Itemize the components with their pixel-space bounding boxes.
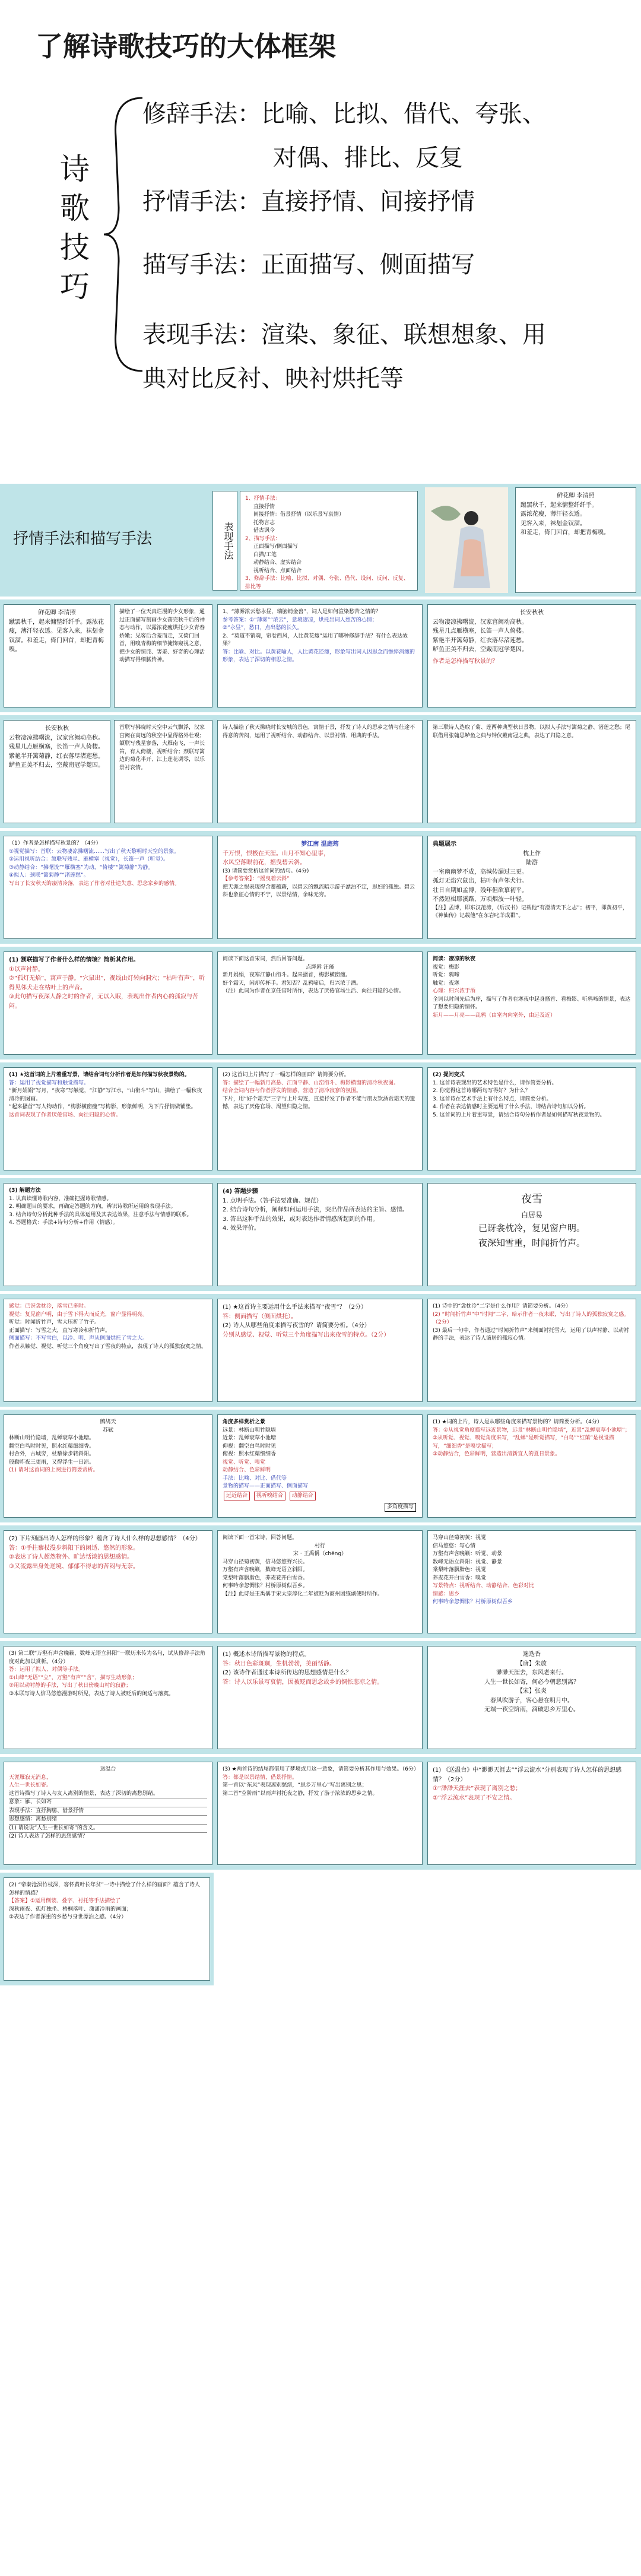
outline-item: 直接抒情: [253, 503, 275, 510]
question: (3) 请简要赏析这首词的结句。(4分): [223, 868, 309, 874]
diagram-summary: 全词以时间先后为序，描写了作者在寒夜中起身搔首、看梅影、听鸦啼的情景，表达了想要归隐的情怀。: [433, 996, 631, 1010]
side-char: 技: [60, 230, 90, 265]
table-row: 表现手法：直抒胸臆、借景抒情: [9, 1807, 207, 1816]
diagram-title: 阅读：凄凉的秋夜: [433, 956, 476, 962]
answer: ②运用视听结合：颔联写残星、雁横塞（视觉），长笛一声（听觉）。: [9, 856, 169, 862]
poem-line: 露浓花瘦，薄汗轻衣透。: [521, 511, 586, 518]
diagram-flow: 新月——月亮——乱鸦（由室内向室外，由远及近）: [433, 1012, 556, 1019]
steps-box: [217, 1183, 423, 1286]
outline-item: 间接抒情：借景抒情（以乐景写哀情）: [253, 512, 345, 518]
poem-author: 苏轼: [102, 1427, 113, 1433]
outline-item: 动静结合、虚实结合: [253, 560, 302, 566]
outline-item: 2、描写手法：: [245, 535, 281, 542]
section-head: 典题展示: [433, 841, 456, 848]
diagram-item: 万壑有声含晚籁：听觉、动景: [433, 1551, 503, 1557]
poem-line: 马穿山径菊初黄，信马悠悠野兴长。: [223, 1559, 309, 1565]
poem-box: [217, 836, 423, 939]
method-item: 1. 认真读懂诗歌内容，准确把握诗歌情感。: [9, 1195, 112, 1202]
question: (1) 诗中的“衾枕冷”二字是什么作用？请简要分析。（4分）: [433, 1303, 572, 1309]
question: 1、“薄雾浓云愁永昼，瑞脑销金兽”，词人是如何渲染愁苦之情的？: [223, 609, 382, 615]
outline-item: 托物言志: [253, 519, 275, 526]
commentary-box-2: [217, 720, 423, 823]
section-head: (2) 提问变式: [433, 1072, 465, 1078]
step-item: 2. 结合诗句分析，阐释如何运用手法，突出作品所表达的主旨、感情。: [223, 1207, 408, 1213]
diagram-item: 视觉、听觉、嗅觉: [223, 1459, 266, 1465]
answer: ②用以动衬静的手法，写出了秋日傍晚山村的寂静；: [9, 1683, 132, 1689]
tag: 远近结合: [224, 1492, 250, 1501]
outline-item: 1、抒情手法：: [245, 496, 281, 502]
side-char: 巧: [60, 269, 90, 304]
question: （1）作者是怎样描写秋景的？（4分）: [9, 840, 101, 846]
poem-title: 点绛唇 汪藻: [306, 964, 334, 970]
answer: ①以声衬静。: [9, 966, 44, 973]
diagram-item: 仰视：翻空白鸟时时见: [223, 1443, 277, 1449]
tag: 多角度描写: [385, 1503, 416, 1512]
answer: 答：比喻、对比。以黄花喻人，人比黄花还瘦，形象写出词人因思念而憔悴消瘦的形象，表达了深切的相思之情。: [223, 649, 415, 663]
poem-line: 天涯雁寂无消息，: [9, 1774, 52, 1781]
variant-item: 5. 这首词的上片着重写景，请结合诗句分析作者是如何描写秋夜景物的。: [433, 1112, 605, 1118]
diagram-item: 视觉：梅影: [433, 964, 460, 970]
question: (2) 诗人从哪些角度来描写夜雪的？请简要分析。（4分）: [223, 1322, 370, 1329]
poem-note: 【注】此诗是王禹偁于宋太宗淳化二年被贬为商州团练副使时所作。: [223, 1591, 383, 1597]
answer: 答：①手拄藜杖漫步斜阳下的闲适、悠然的形象。: [9, 1544, 139, 1552]
poem-line: 殷勤昨夜三更雨，又得浮生一日凉。: [9, 1459, 95, 1465]
poem-box: [217, 1530, 423, 1633]
slide-night-snow: [0, 1294, 641, 1407]
answer: 答：运用了拟人、对偶等手法。: [9, 1667, 84, 1673]
poem-line: 人生一世长如寄。: [9, 1782, 52, 1788]
analysis-line: 视觉：复见窗户明，由于雪下得大而反光，窗户显得明亮。: [9, 1311, 148, 1318]
answer: 答：描绘了一幅新月高悬、江面平静、山峦衔斗、梅影横窗的清冷秋夜图。: [223, 1080, 399, 1086]
question: (3) 第二联“万壑有声含晚籁，数峰无语立斜阳”一联历来传为名句，试从修辞手法角度对此加以赏析。（4分）: [9, 1651, 205, 1665]
method-item: 3. 结合诗句分析此种手法的具体运用及其表达效果，注意手法与情感的联系。: [9, 1211, 192, 1218]
answer: 把天涯之恨表现得含蓄蕴藉，以碧云的飘流暗示游子漂泊不定，思妇的孤独。碧云斜也象征心情的不宁，以景结情，余味无穷。: [223, 884, 415, 898]
question: (2) 这首词上片描写了一幅怎样的画面？请简要分析。: [223, 1072, 350, 1078]
poem-line: 和羞走，倚门回首，却把青梅嗅。: [521, 529, 610, 536]
diagram-title: 角度多样赏析之景: [223, 1419, 266, 1425]
poem-box: [4, 604, 110, 708]
question: (1) 颔联描写了作者什么样的情境？简析其作用。: [9, 957, 139, 963]
step-item: 1. 点明手法。（答手法要准确、规范）: [223, 1197, 322, 1204]
poem-title: 送温台: [100, 1766, 116, 1772]
framework-line: 描写手法：正面描写、侧面描写: [142, 251, 475, 278]
outline-label-box: [212, 491, 237, 591]
answer: 答：诗人以乐景写哀情，因被贬而思念故乡的惆怅悲凉之情。: [223, 1679, 383, 1686]
answer-summary: 写出了长安秋天的凄清冷落，表达了作者对仕途失意、思念家乡的感情。: [9, 880, 180, 887]
poem-title: 鲜花卿 李清照: [38, 610, 76, 616]
slide-title: 抒情手法和描写手法: [13, 530, 153, 548]
poem-title: 村行: [314, 1543, 325, 1549]
poem-title: 梦江南 温庭筠: [301, 841, 339, 848]
diagram-box: [427, 1530, 636, 1633]
poem-line: 万壑有声含晚籁，数峰无语立斜阳。: [223, 1567, 309, 1573]
answer: ②“永昼”，愁日，点出愁的长久。: [223, 625, 303, 631]
variant-item: 1. 这首诗表现出的艺术特色是什么，请作简要分析。: [433, 1080, 557, 1086]
lady-painting-image: [425, 487, 508, 593]
outline-box: [240, 491, 418, 591]
poem-author: 【唐】朱放: [517, 1660, 547, 1667]
poem-line: 蹴罢秋千，起来慵整纤纤手。: [521, 502, 598, 509]
poem-line: 残星几点雁横塞，长笛一声人倚楼。: [433, 628, 528, 635]
answer-box: [4, 1877, 210, 1981]
slide-lyric-description: [0, 484, 641, 597]
tag: 动静结合: [290, 1492, 316, 1501]
poem-line: 夜深知雪重，时闻折竹声。: [478, 1238, 585, 1249]
poem-line: 春风吹游子，客心悬在明月中。: [490, 1697, 573, 1704]
method-item: 2. 明确题目的要求，再确定答题的方向，辨识诗歌所运用的表现手法。: [9, 1204, 176, 1210]
answer: ①山峰“无语”“立”，万壑“有声”“含”，描写生动形象；: [9, 1674, 138, 1681]
poem-note: 【注】孟博，即东汉范滂，《后汉书》记载他“有澄清天下之志”；初平，即黄初平，《神仙传》记载他“在东岩叱羊成群”。: [433, 905, 628, 919]
poem-box: [4, 720, 110, 823]
answer: ②表达了诗人超然物外、旷达恬淡的思想感情。: [9, 1554, 133, 1560]
answer-box: [4, 1530, 212, 1633]
answer: 第二首“空阶雨”以雨声衬托夜之静，抒发了游子浓浓的思乡之情。: [223, 1790, 378, 1797]
poem-box: [217, 951, 423, 1055]
variant-item: 2. 你觉得这首诗哪两句写得好？为什么？: [433, 1088, 531, 1094]
diagram-item: 数峰无语立斜阳：视觉、静景: [433, 1559, 503, 1565]
poem-line: 鲈鱼正美不归去，空戴南冠学楚囚。: [433, 646, 528, 653]
poem-line: 林断山明竹隐墙，乱蝉衰草小池塘。: [9, 1435, 95, 1441]
poem-line: 何事吟余忽惆怅？村桥原树似吾乡。: [223, 1583, 309, 1589]
slide-analysis-1: [0, 599, 641, 712]
answer: 答：①从视觉角度描写远近景物，远景“林断山明竹隐墙”，近景“乱蝉衰草小池塘”；: [433, 1427, 630, 1433]
framework-line: 修辞手法：比喻、比拟、借代、夸张、: [142, 100, 546, 128]
framework-line: 典对比反衬、映衬烘托等: [142, 365, 404, 392]
answer: ①“渺渺天涯去”表现了离别之愁；: [433, 1785, 522, 1792]
question: (1) ★这首词的上片着重写景，请结合词句分析作者是如何描写秋夜景物的。: [9, 1072, 190, 1078]
section-head: (4) 答题步骤: [223, 1188, 258, 1195]
poem-line: 好个霜天，闲却传杯手。君知否？乱鸦啼后，归兴浓于酒。: [223, 980, 362, 986]
answer-box: [4, 1646, 212, 1749]
diagram-item: 心理：归兴浓于酒: [433, 988, 476, 994]
poem-line: 翻空白鸟时时见，照水红蕖细细香。: [9, 1443, 95, 1449]
poem-title: 夜雪: [521, 1193, 542, 1205]
poem-box: [427, 1646, 636, 1749]
answer: 答：侧面描写（侧面烘托）。: [223, 1313, 297, 1320]
answer-box: [4, 951, 212, 1055]
answer: ②“浮云流水”表现了不安之情。: [433, 1794, 516, 1801]
slide-examples: [0, 831, 641, 944]
poem-title: 迷迭香: [523, 1651, 541, 1658]
slide-framework: [0, 0, 641, 481]
question: (1) 请对这首词的上阕进行简要赏析。: [9, 1467, 99, 1473]
method-item: 4. 答题格式：手法+诗句分析+作用（情感）。: [9, 1220, 119, 1226]
answer: 答：运用了视觉描写和触觉描写。: [9, 1080, 90, 1086]
answer: (2) “时闻折竹声”中“时闻”二字，暗示作者一夜未眠，写出了诗人的孤独寂寞之感。（2分）: [433, 1311, 630, 1325]
poem-title: 长安秋秋: [45, 725, 69, 732]
poem-line: 村舍外，古城旁，杖藜徐步转斜阳。: [9, 1451, 95, 1457]
framework-line: 对偶、排比、反复: [273, 144, 463, 172]
instruction: 阅读下面一首宋诗，回答问题。: [223, 1535, 298, 1541]
slide-analysis-4: [0, 1062, 641, 1175]
slide-zhegutian: [0, 1410, 641, 1522]
outline-item: 白描/工笔: [253, 551, 277, 558]
question: (1) ★词的上片，诗人是从哪些角度来描写景物的？请简要分析。（4分）: [433, 1419, 602, 1425]
answer: 第一首以“东风”表现离别愁绪，“思乡万里心”写出离别之思；: [223, 1782, 367, 1788]
answer-box: [4, 836, 212, 939]
poem-question: 作者是怎样描写秋景的？: [433, 658, 498, 665]
poem-line: 棠梨叶落胭脂色，荞麦花开白雪香。: [223, 1575, 309, 1581]
framework-line: 表现手法：渲染、象征、联想想象、用: [142, 321, 546, 348]
framework-line: 抒情手法：直接抒情、间接抒情: [142, 188, 475, 215]
diagram-item: 何事吟余忽惆怅？村桥原树似吾乡: [433, 1599, 513, 1605]
variant-item: 4. 作者在表达情感时主要运用了什么手法，请结合诗句加以分析。: [433, 1104, 589, 1110]
question: (1) 概述本诗所描写景物的特点。: [223, 1651, 310, 1658]
diagram-box: [217, 1414, 423, 1518]
answer: “新月娟娟”写月，“夜寒”写触觉，“江静”写江水，“山衔斗”写山，描绘了一幅秋夜清冷的图画。: [9, 1088, 202, 1102]
poem-note: （注）此词为作者在京任官时所作，表达了厌倦官场生活、向往归隐的心情。: [223, 988, 405, 994]
question: (1) 《送温台》中“渺渺天涯去”“浮云流水”分别表现了诗人怎样的思想感情？（2分）: [433, 1767, 622, 1783]
poem-line: 人生一世长如寄，何必今朝悲别离？: [484, 1679, 579, 1686]
question-box: [217, 604, 423, 708]
answer: ②从听觉、视觉、嗅觉角度来写，“乱蝉”是听觉描写，“白鸟”“红蕖”是视觉描写，“细细香”是嗅觉描写；: [433, 1435, 615, 1449]
slide-final: [0, 1873, 214, 1985]
poem-line: 渺渺天涯去，东风老来行。: [496, 1670, 567, 1676]
answer: 下片，用“好个霜天”三字与上片勾连，直接抒发了作者不能与朋友饮酒赏霜天的遗憾，表达了厌倦官场、渴望归隐之情。: [223, 1096, 415, 1110]
answer-box-mid: [217, 1067, 423, 1170]
analysis-line: 作者从触觉、视觉、听觉三个角度写出了雪夜的特点，表现了诗人的孤独寂寞之情。: [9, 1343, 207, 1350]
diagram-item: 荞麦花开白雪香：嗅觉: [433, 1575, 487, 1581]
summary: 这首诗描写了诗人与友人离别的情景，表达了深切的离愁别绪。: [9, 1790, 159, 1797]
poem-author: 宋 · 王禹偁（chēng）: [293, 1551, 347, 1557]
poem-line: 紫艳半开篱菊静，红衣落尽渚莲愁。: [433, 637, 528, 644]
instruction: 阅读下面这首宋词，然后回答问题。: [223, 956, 309, 962]
question: (3) ★两首诗的结尾都借用了梦境或月这一意象，请简要分析其作用与效果。（6分）: [223, 1766, 419, 1772]
variant-item: 3. 这首诗在艺术手法上有什么特点，请简要分析。: [433, 1096, 552, 1102]
poem-title: 长安秋秋: [520, 610, 544, 616]
diagram-item: 听觉：鸦啼: [433, 972, 460, 978]
table-row: (1) 请说说“人生一世长如寄”的含义。: [9, 1824, 207, 1833]
side-char: 诗: [60, 152, 90, 186]
answer: ④拟人：颈联“篱菊静”“渚莲愁”。: [9, 873, 89, 878]
poem-author: 【宋】张炎: [517, 1688, 547, 1695]
diagram-item: 触觉：夜寒: [433, 980, 460, 986]
slide-title: 了解诗歌技巧的大体框架: [36, 30, 336, 62]
diagram-item: 棠梨叶落胭脂色：视觉: [433, 1567, 487, 1573]
answer: ②表达了作者深重的乡愁与身世漂泊之感。（4分）: [9, 1914, 127, 1920]
question-box-right: [427, 1299, 636, 1402]
answer: ③本联写诗人信马悠悠漫游时所见，表达了诗人被贬后的闲适与落寞。: [9, 1690, 174, 1697]
diagram-item: 动静结合、色彩鲜明: [223, 1467, 271, 1473]
diagram-item: 景物的描写——正面描写、侧面描写: [223, 1483, 309, 1489]
diagram-item: 马穿山径菊初黄：视觉: [433, 1535, 487, 1541]
slide-analysis-2: [0, 715, 641, 828]
answer: ③动静结合：“拂曙流”“雁横塞”为动，“倚楼”“篱菊静”为静。: [9, 864, 154, 871]
question: (2) “帝秦沧溟竹枝深，客怀黄叶长年贫”一诗中描绘了什么样的画面？蕴含了诗人怎样的情感？: [9, 1882, 200, 1896]
poem-text: 云物凄凉拂曙流，汉家宫阙动高秋。残星几点雁横塞，长笛一声人倚楼。紫艳半开篱菊静，红衣落尽渚莲愁。鲈鱼正美不归去，空戴南冠学楚囚。: [9, 734, 104, 769]
answer-box: [4, 1067, 212, 1170]
diagram-item: 俯视：照水红蕖细细香: [223, 1451, 277, 1457]
question-box: [217, 1646, 423, 1749]
question: (2) 该诗作者通过本诗所传达的思想感情是什么？: [223, 1670, 352, 1676]
commentary-text: 诗人描绘了秋天拂晓时长安城的景色，寓情于景，抒发了诗人的思乡之情与仕途不得意的苦闷，运用了视听结合、动静结合、以景衬情、用典的手法。: [223, 725, 415, 739]
answer: ②“孤灯无焰”，寓声于静。“穴鼠出”，视线由灯转向洞穴；“枯叶有声”，听得见邻犬走在枯叶上的声音。: [9, 975, 205, 991]
poem-box-right: [427, 836, 636, 939]
poem-line: 壮日自期如孟博，残年但欲慕初平。: [433, 887, 528, 894]
answer: 【答案】①运用倒装、叠字、衬托等手法描绘了: [9, 1898, 121, 1904]
poem-title: 枕上作: [523, 850, 541, 857]
poem-text: 蹴罢秋千，起来慵整纤纤手。露浓花瘦，薄汗轻衣透。见客入来，袜刬金钗溜。和羞走，倚门回首，却把青梅嗅。: [9, 618, 104, 653]
slide-village-walk: [0, 1525, 641, 1638]
table-row: 思想感情：离愁别绪: [9, 1815, 207, 1824]
outline-item: 借古讽今: [253, 528, 275, 534]
slide-couplet-analysis: [0, 1641, 641, 1754]
answer-head: 【参考答案】：“摇曳碧云斜”: [223, 876, 290, 882]
table-row: 意象：雁、长如寄: [9, 1798, 207, 1807]
step-item: 3. 答出这种手法的效果，或对表达作者情感所起到的作用。: [223, 1216, 379, 1223]
curly-brace: [101, 95, 148, 374]
slide-method: [0, 1178, 641, 1291]
answer: 深秋雨夜、孤灯独坐、梧桐落叶、潇潇冷雨的画面；: [9, 1906, 132, 1912]
poem-line: 一室幽幽梦不成，高城传漏过三更。: [433, 868, 528, 875]
poem-line: 云物凄凉拂曙流，汉家宫阙动高秋。: [433, 618, 528, 626]
answer: 参考答案：①“薄雾”“浓云”，意境凄凉，烘托出词人愁苦的心情；: [223, 617, 377, 623]
poem-box: [515, 487, 636, 593]
answer: ③此句描写夜深人静之时的作者，无以入眠，表现出作者内心的孤寂与苦闷。: [9, 994, 198, 1010]
answer: ①视觉描写：首联：云物凄凉拂曙流……写出了秋天黎明时天空的景象。: [9, 848, 180, 855]
poem-line: 无端一夜空阶雨，滴破思乡万里心。: [484, 1706, 579, 1713]
commentary-box: [114, 604, 212, 708]
answer: 答：秋日色彩斑斓，生机勃勃，美丽恬静。: [223, 1660, 335, 1667]
answer: (3) 最后一句中，作者通过“时闻折竹声”来侧面衬托雪大，运用了以声衬静、以动衬静的手法，表达了诗人谪居的孤寂心情。: [433, 1327, 629, 1341]
answer: 结合全词内容与作者抒发的情感，营造了清冷寂寥的氛围。: [223, 1088, 362, 1094]
outline-item: 3、修辞手法：比喻、比拟、对偶、夸张、借代、设问、反问、反复、排比等: [245, 576, 409, 590]
slide-farewell: [0, 1757, 641, 1870]
slide-analysis-3: [0, 947, 641, 1059]
commentary-box: [114, 720, 212, 823]
side-char: 歌: [60, 191, 90, 226]
commentary-text: 首联写拂晓时天空中云气飘浮，汉家宫阙在高远的秋空中显得格外壮观；颔联写残星寥落，大雁南飞，一声长笛，有人倚楼，视听结合；颈联写篱边的菊花半开、江上莲花凋零，以乐景衬哀情。: [119, 725, 205, 771]
step-item: 4. 效果评价。: [223, 1225, 260, 1232]
question: 2、“莫道不销魂，帘卷西风，人比黄花瘦”运用了哪种修辞手法？有什么表达效果？: [223, 633, 408, 647]
poem-box: [4, 1414, 212, 1518]
diagram-box: [427, 951, 636, 1055]
answer: 分别从感觉、视觉、听觉三个角度描写出来夜雪的特点。（2分）: [223, 1331, 390, 1338]
answer: 这首词表现了作者厌倦官场、向往归隐的心情。: [9, 1112, 122, 1118]
answer: 答：都是以景结情，借景抒情。: [223, 1774, 298, 1781]
poem-title: 鲜花卿 李清照: [557, 493, 595, 499]
commentary-box-3: [427, 720, 636, 823]
analysis-line: 感觉：已讶衾枕冷，落雪已多时。: [9, 1303, 90, 1309]
poem-author: 陆游: [526, 859, 538, 866]
tag: 视听嗅结合: [254, 1492, 285, 1501]
poem-line: 见客入来，袜刬金钗溜。: [521, 520, 586, 527]
poem-box-right: [427, 604, 636, 708]
table-box: [4, 1762, 212, 1865]
diagram-item: 近景：乱蝉衰草小池塘: [223, 1435, 277, 1441]
question-box: [217, 1299, 423, 1402]
answer-box-right: [427, 1762, 636, 1865]
poem-box: [427, 1183, 636, 1286]
diagram-item: 信马悠悠：写心情: [433, 1543, 476, 1549]
question: (2) 下片刻画出诗人怎样的形象？蕴含了诗人什么样的思想感情？（4分）: [9, 1536, 201, 1542]
outline-item: 正面描写/侧面描写: [253, 544, 299, 550]
poem-line: 已讶衾枕冷，复见窗户明。: [478, 1222, 585, 1233]
analysis-line: 听觉：时闻折竹声，雪大压折了竹子。: [9, 1319, 100, 1325]
poem-line: 新月娟娟，夜寒江静山衔斗。起来搔首，梅影横窗瘦。: [223, 972, 351, 978]
answer: “起来搔首”写人物动作，“梅影横窗瘦”写梅影，形象鲜明，为下片抒情做铺垫。: [9, 1104, 196, 1110]
section-head: (3) 解题方法: [9, 1188, 41, 1194]
analysis-line: 正面描写：写雪之大，直写寒冷和折竹声。: [9, 1327, 111, 1334]
table-row: (2) 诗人表达了怎样的思想感情？: [9, 1832, 207, 1841]
diagram-item: 远景：林断山明竹隐墙: [223, 1427, 277, 1433]
commentary-text: 第三联诗人选取了菊、莲两种典型秋日景物，以拟人手法写篱菊之静、渚莲之愁；尾联借用张翰思鲈鱼之典与钟仪戴南冠之典，表达了归隐之意。: [433, 725, 631, 739]
diagram-item: 手法：比喻、对比、借代等: [223, 1475, 287, 1481]
poem-line: 水风空落眼前花，摇曳碧云斜。: [223, 859, 306, 866]
outline-item: 视听结合、点面结合: [253, 567, 302, 574]
method-box: [4, 1183, 212, 1286]
answer-box: [217, 1762, 423, 1865]
analysis-box: [4, 1299, 212, 1402]
side-label: [57, 150, 93, 306]
diagram-item: 情感：思乡: [433, 1591, 460, 1597]
poem-line: 孤灯无焰穴鼠出，枯叶有声邻犬行。: [433, 878, 528, 884]
commentary-text: 描绘了一位天真烂漫的少女形象，通过正面描写刻画少女荡完秋千后的神态与动作，以露浓花瘦烘托少女青春娇嫩；见客后含羞而走，又倚门回首，用嗅青梅的细节掩饰窥视之意，把少女的惊诧、害羞、好奇的心理活动描写得细腻传神。: [119, 609, 205, 663]
poem-title: 鹧鸪天: [100, 1419, 116, 1425]
diagram-item: 写景特点：视听结合、动静结合、色彩对比: [433, 1583, 535, 1589]
question: (1) ★这首诗主要运用什么手法来描写“夜雪”？（2分）: [223, 1304, 367, 1311]
poem-line: 不然短楫耶溪路，万顷烟波一叶轻。: [433, 896, 528, 903]
poem-line: 千万恨，恨极在天涯。山月不知心里事，: [223, 850, 329, 857]
answer: ③又流露出身处逆境、郁郁不得志的苦闷与无奈。: [9, 1563, 139, 1570]
outline-label: 表现手法: [223, 522, 234, 560]
answer: ③动静结合，色彩鲜明，营造出清新宜人的夏日景象。: [433, 1451, 561, 1457]
analysis-line: 侧面描写：不写雪白，以冷、明、声从侧面烘托了雪之大。: [9, 1335, 148, 1341]
poem-author: 白居易: [521, 1210, 542, 1219]
variants-box: [427, 1067, 636, 1170]
answer-box: [427, 1414, 636, 1518]
